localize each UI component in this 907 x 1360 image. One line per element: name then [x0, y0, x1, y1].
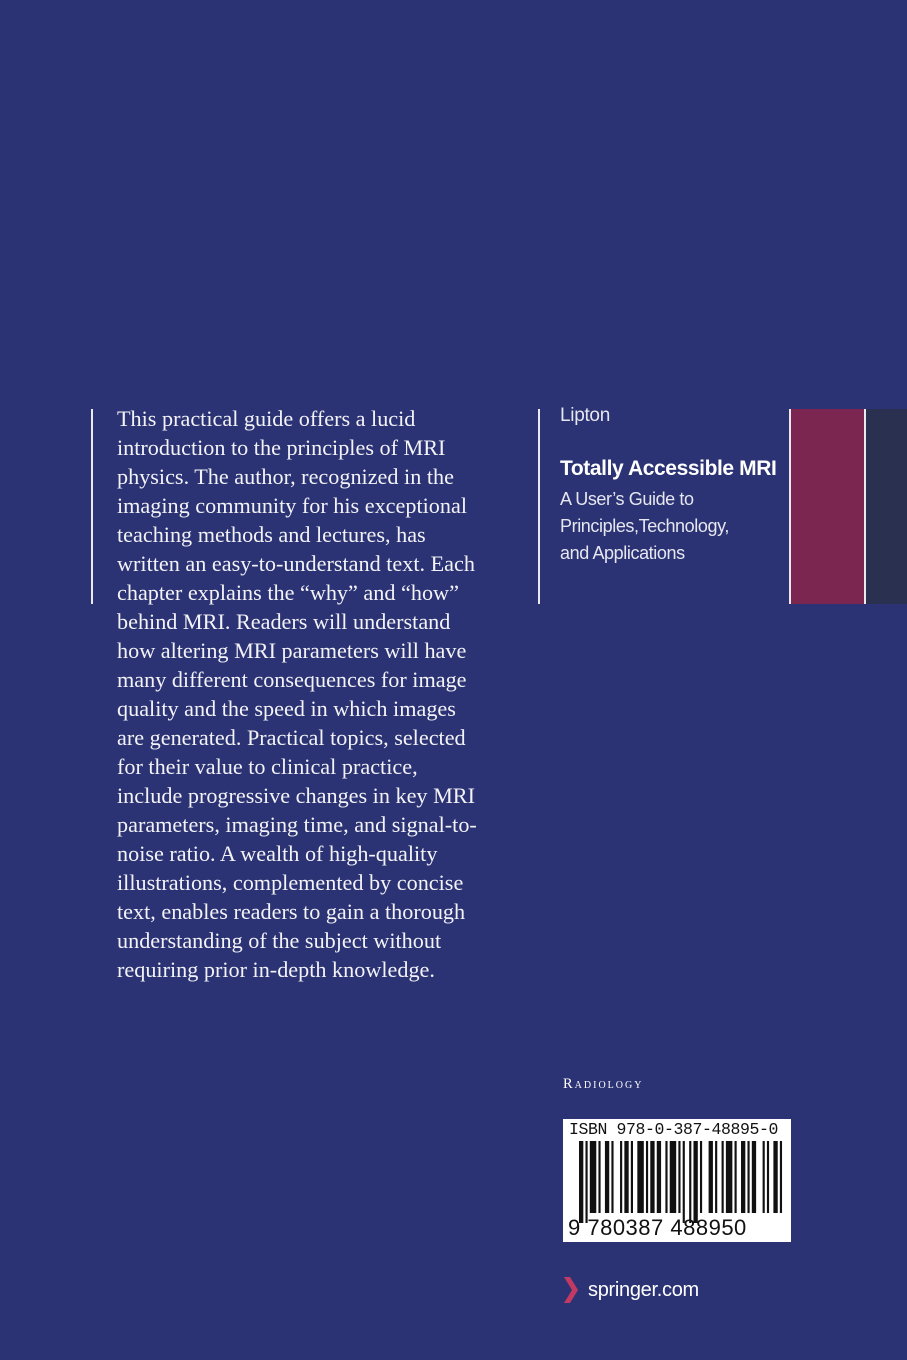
- right-divider-rule: [538, 409, 540, 604]
- author-name: Lipton: [560, 405, 610, 426]
- springer-chevron-icon: [564, 1275, 578, 1305]
- barcode-bar: [637, 1141, 643, 1213]
- barcode-bar: [624, 1141, 628, 1213]
- isbn-label: ISBN 978-0-387-48895-0: [569, 1120, 779, 1139]
- barcode-bar: [693, 1141, 697, 1223]
- barcode-bar: [715, 1141, 717, 1213]
- barcode-bar: [689, 1141, 691, 1223]
- barcode-bar: [650, 1141, 654, 1213]
- barcode-digits: 9 780387 488950: [568, 1215, 747, 1240]
- barcode-bar: [585, 1141, 587, 1223]
- barcode-bar: [598, 1141, 600, 1213]
- color-stripe-navy: [866, 409, 907, 604]
- barcode-bar: [709, 1141, 713, 1213]
- barcode-bar: [590, 1141, 596, 1213]
- barcode-bar: [611, 1141, 613, 1213]
- publisher-link[interactable]: [564, 1274, 699, 1306]
- barcode-bar: [747, 1141, 749, 1213]
- barcode-bar: [678, 1141, 680, 1213]
- barcode-bar: [763, 1141, 765, 1213]
- back-cover-blurb: This practical guide offers a lucid introduction to the principles of MRI physics. The author, recognized in the imaging community for his exceptional teaching methods and lectures, has written an easy-to-understand text. Each chapter explains the “why” and “how” behind MRI. Readers will understand how altering MRI parameters will have many different consequences for image quality and the speed in which images are generated. Practical topics, selected for their value to clinical practice, include progressive changes in key MRI parameters, imaging time, and signal-to- noise ratio. A wealth of high-quality illustrations, complemented by concise text, enables readers to gain a thorough understanding of the subject without requiring prior in-depth knowledge.: [117, 406, 477, 982]
- barcode-bar: [741, 1141, 745, 1213]
- barcode-bar: [646, 1141, 648, 1213]
- barcode-bar: [657, 1141, 661, 1213]
- barcode-bar: [670, 1141, 676, 1213]
- color-stripe-maroon: [791, 409, 864, 604]
- barcode-bar: [773, 1141, 777, 1213]
- barcode-bar: [735, 1141, 737, 1213]
- barcode-bar: [631, 1141, 633, 1213]
- book-title: Totally Accessible MRI: [560, 457, 777, 480]
- barcode-bar: [579, 1141, 583, 1223]
- barcode-bar: [620, 1141, 622, 1213]
- barcode-bar: [767, 1141, 769, 1213]
- subject-category: Radiology: [563, 1076, 644, 1092]
- barcode-bar: [665, 1141, 667, 1213]
- barcode-bar: [752, 1141, 756, 1213]
- isbn-barcode: [563, 1119, 791, 1242]
- book-subtitle: A User’s Guide to Principles,Technology, and Applications: [560, 489, 729, 563]
- left-divider-rule: [91, 409, 93, 604]
- barcode-bar: [726, 1141, 732, 1213]
- barcode-bar: [780, 1141, 782, 1213]
- barcode-bar: [700, 1141, 702, 1213]
- publisher-url: springer.com: [588, 1278, 699, 1301]
- barcode-bar: [683, 1141, 685, 1223]
- barcode-bar: [605, 1141, 609, 1213]
- barcode-bar: [722, 1141, 724, 1213]
